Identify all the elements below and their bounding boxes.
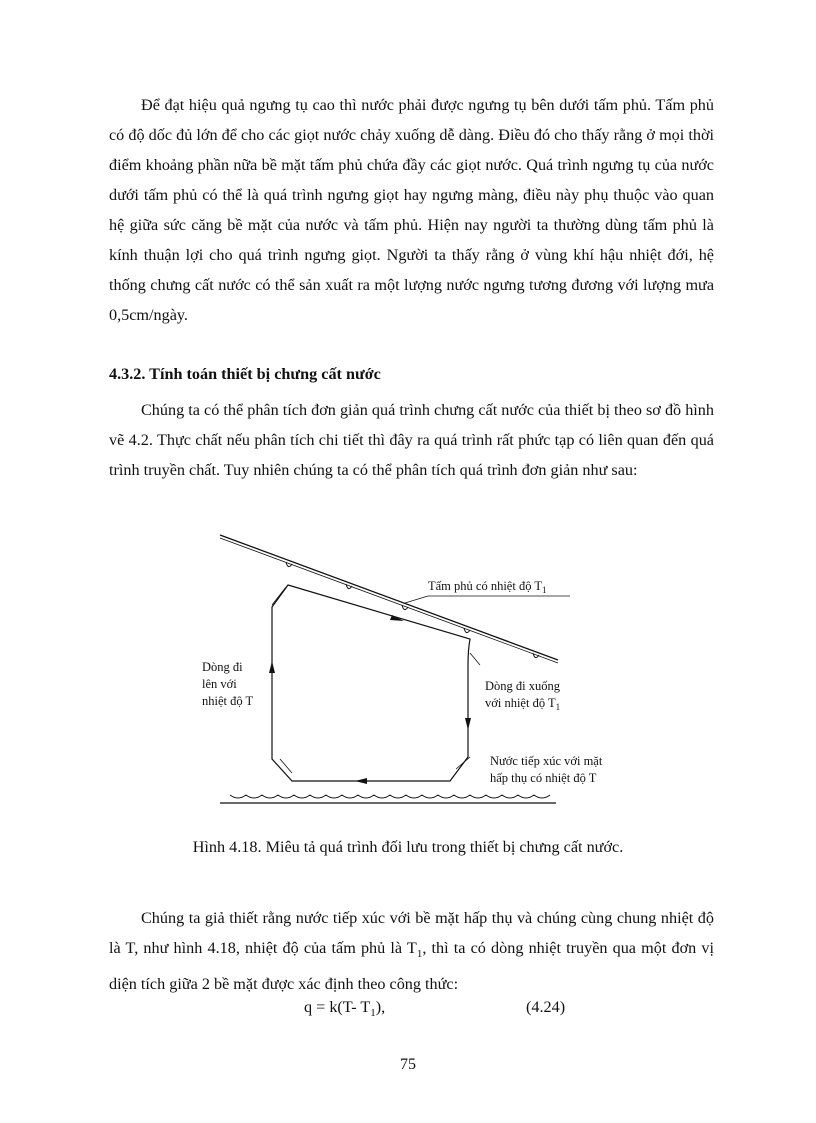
glass-cover-line: [220, 535, 558, 660]
label-cover: Tấm phủ có nhiệt độ $T_1$: [428, 579, 547, 595]
paragraph-analysis: Chúng ta có thể phân tích đơn giản quá trình chưng cất nước của thiết bị theo sơ đồ hình vẽ 4.2. Thực chất nếu phân tích chi tiết thì đây ra quá trình rất phức tạp có liên quan đến quá trình truyền chất. Tuy nhiên chúng ta có thể phân tích quá trình đơn giản như sau:: [109, 401, 714, 479]
figure-caption: Hình 4.18. Miêu tả quá trình đối lưu trong thiết bị chưng cất nước.: [192, 838, 624, 856]
label-contact-line2: hấp thụ có nhiệt độ T: [490, 771, 597, 785]
section-heading: 4.3.2. Tính toán thiết bị chưng cất nước: [109, 365, 381, 383]
formula-number: (4.24): [526, 998, 566, 1016]
absorber-water-waves: [230, 795, 550, 798]
cover-leader-line: [405, 596, 428, 603]
corner-mark-bl: [280, 759, 292, 773]
glass-cover-line-inner: [220, 538, 558, 663]
arrow-left: [355, 778, 367, 784]
convection-diagram: [200, 525, 620, 815]
corner-mark-tl: [272, 587, 286, 605]
paragraph-condensation: Để đạt hiệu quả ngưng tụ cao thì nước phải được ngưng tụ bên dưới tấm phủ. Tấm phủ có độ dốc đủ lớn để cho các giọt nước chảy xuống dễ dàng. Điều đó cho thấy rằng ở mọi thời điểm khoảng phần nữa bề mặt tấm phủ chứa đầy các giọt nước. Quá trình ngưng tụ của nước dưới tấm phủ có thể là quá trình ngưng giọt hay ngưng màng, điều này phụ thuộc vào quan hệ giữa sức căng bề mặt của nước và tấm phủ. Hiện nay người ta thường dùng tấm phủ là kính thuận lợi cho quá trình ngưng giọt. Người ta thấy rằng ở vùng khí hậu nhiệt đới, hệ thống chưng cất nước có thể sản xuất ra một lượng nước ngưng tương đương với lượng mưa 0,5cm/ngày.: [109, 96, 714, 324]
label-up-line1: Dòng đi: [202, 660, 243, 674]
label-down-line2: với nhiệt độ $T_1$: [485, 696, 561, 712]
corner-mark-tr: [470, 653, 480, 665]
paragraph-assumption: Chúng ta giả thiết rằng nước tiếp xúc với bề mặt hấp thụ và chúng cùng chung nhiệt độ là T, như hình 4.18, nhiệt độ của tấm phủ là $T_1$, thì ta có dòng nhiệt truyền qua một đơn vị diện tích giữa 2 bề mặt được xác định theo công thức:: [109, 909, 714, 994]
label-up-line2: lên với: [202, 677, 237, 691]
corner-mark-br: [456, 757, 470, 769]
page-number: 75: [400, 1056, 416, 1073]
convection-loop: [272, 585, 470, 781]
formula-expression: q = k(T- $T_1$),: [304, 998, 386, 1020]
arrow-up: [269, 661, 275, 673]
arrow-down: [465, 718, 471, 730]
label-down-line1: Dòng đi xuống: [485, 679, 560, 693]
label-contact-line1: Nước tiếp xúc với mặt: [490, 754, 603, 768]
arrow-down-right: [390, 615, 404, 621]
label-up-line3: nhiệt độ T: [202, 694, 254, 708]
